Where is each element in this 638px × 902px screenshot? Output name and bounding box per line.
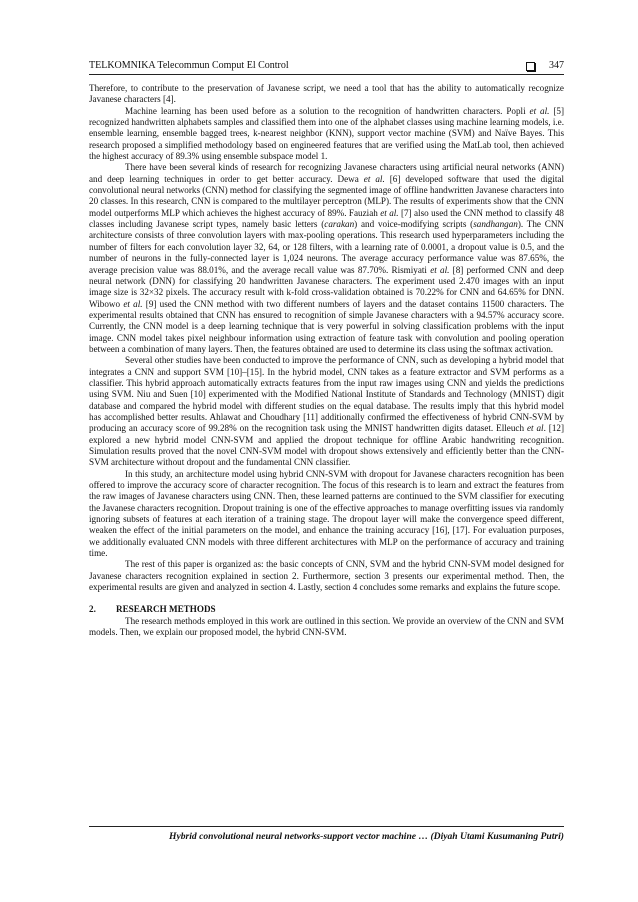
section-number: 2. [89,604,96,615]
header-right [526,58,564,74]
body-text [89,83,564,639]
paragraph-0-text: Therefore, to contribute to the preservation of Javanese script, we need a tool that has the ability to automatically recognize Javanese characters [4]. [89,83,564,105]
paragraph-3-italic-a: et al [526,423,544,434]
paragraph-2-italic-d: sandhangan [473,219,518,230]
paragraph-3 [89,355,564,468]
paragraph-1-text-a: Machine learning has been used before as a solution to the recognition of handwritten characters. Popli [125,105,530,116]
paragraph-2-italic-b: et al. [380,207,399,218]
paragraph-0 [89,83,564,106]
paragraph-3-text-a: Several other studies have been conducted to improve the performance of CNN, such as developing a hybrid model that integrates a CNN and support SVM [10]–[15]. In the hybrid model, CNN takes as a feature extractor and SVM performs as a classifier. This hybrid approach automatically extracts features from the input raw images using CNN and yields the predictions using SVM. Niu and Suen [10] experimented with the Modified National Institute of Standards and Technology (MNIST) digit database and compared the hybrid model with different studies on the equal database. The results imply that this hybrid model has accomplished better results. Ahlawat and Choudhary [11] additionally confirmed the effectiveness of hybrid CNN-SVM by producing an accuracy score of 99.28% on the recognition task using the MNIST handwritten digits dataset. Elleuch [89,355,564,434]
paragraph-2-italic-e: et al. [430,264,450,275]
paragraph-2-text-f: [8] performed CNN and deep neural network (DNN) for classifying 20 handwritten Javanese characters. The experiment used 2.470 images with an input image size is 32×32 pixels. The accuracy result with k-fold cross-validation obtained is 70.22% for CNN and 64.65% for DNN. Wibowo [89,264,564,309]
paragraph-2-text-g: [9] used the CNN method with two different numbers of layers and the dataset contains 11500 characters. The experimental results obtained that CNN has ensured to recognition of simple Javanese characters with a 94.57% accuracy score. Currently, the CNN model is a deep learning technique that is very powerful in solving classification problems with the input image. CNN model takes pixel neighbour information using extraction of feature task with convolution and pooling operation between a combination of many layers. Then, the features obtained are used to determine its class using the softmax activation. [89,298,564,354]
section-heading [89,604,564,615]
running-footer [89,826,564,842]
footer-text: Hybrid convolutional neural networks-support vector machine … (Diyah Utami Kusumaning Putri) [169,831,564,842]
page-number: 347 [549,60,564,71]
paragraph-2-italic-f: et al. [123,298,143,309]
journal-title: TELKOMNIKA Telecommun Comput El Control [89,60,289,71]
paragraph-1 [89,106,564,163]
paragraph-2-text-a: There have been several kinds of research for recognizing Javanese characters using artificial neural networks (ANN) and deep learning techniques in order to get better accuracy. Dewa [89,162,564,184]
paragraph-4 [89,469,564,560]
paragraph-2-text-d: ) and voice-modifying scripts ( [354,219,474,230]
paragraph-2 [89,162,564,355]
paragraph-2-text-c: [7] also used the CNN method to classify 48 classes including Javanese script types, namely basic letters ( [89,207,564,230]
paragraph-1-text-b: [5] recognized handwritten alphabets samples and classified them into one of the alphabet classes using machine learning models, i.e. ensemble learning, ensemble bagged trees, k-nearest neighbor (KNN), support vector machine (SVM) and Naïve Bayes. This research proposed a simplified methodology based on engineered features that are verified using the MatLab tool, then achieved the highest accuracy of 89.3% using ensemble subspace model 1. [89,105,564,162]
section-title: RESEARCH METHODS [116,604,216,615]
paragraph-5-text: The rest of this paper is organized as: the basic concepts of CNN, SVM and the hybrid CNN-SVM model designed for Javanese characters recognition explained in section 2. Furthermore, section 3 presents our experimental method. Then, the experimental results are given and analyzed in section 4. Lastly, section 4 concludes some remarks and explains the future scope. [89,559,564,593]
section-intro [89,616,564,639]
running-header [89,58,564,75]
paragraph-2-italic-a: et al. [363,173,385,184]
section-intro-text: The research methods employed in this work are outlined in this section. We provide an overview of the CNN and SVM models. Then, we explain our proposed model, the hybrid CNN-SVM. [89,615,564,638]
paragraph-2-italic-c: carakan [324,219,355,230]
paragraph-2-text-e: ). The CNN architecture consists of three convolution layers with max-pooling operations. This research used hyperparameters including the number of filters for each convolution layer 32, 64, or 128 filters, with a learning rate of 0.0001, a dropout value is 0.5, and the number of neurons in the fully-connected layer is 1,024 neurons. The average accuracy performance value was 87.65%, the average precision value was 88.01%, and the average recall value was 87.70%. Rismiyati [89,219,565,275]
paragraph-5 [89,559,564,593]
paragraph-1-italic-a: et al. [529,105,550,116]
paragraph-4-text: In this study, an architecture model using hybrid CNN-SVM with dropout for Javanese characters recognition has been offered to improve the accuracy score of character recognition. The focus of this research is to learn and extract the features from the raw images of Javanese characters using CNN. Then, these learned patterns are continued to the SVM classifier for executing the Javanese characters recognition. Dropout training is one of the effective approaches to manage overfitting issues via randomly ignoring subsets of features at each iteration of a training stage. The dropout layer will make the convergence speed different, weaken the effect of the initial parameters on the model, and enhance the training accuracy [16], [17]. For evaluation purposes, we additionally evaluated CNN models with three different architectures with MLP on the performance of accuracy and training time. [89,468,564,559]
paragraph-2-text-b: [6] developed software that used the digital convolutional neural networks (CNN) method for classifying the segmented image of offline handwritten Javanese characters into 20 classes. In this research, CNN is compared to the multilayer perceptron (MLP). The results of experiments show that the CNN model outperforms MLP which achieves the highest accuracy of 89%. Fauziah [89,173,564,218]
square-bullet-icon [526,62,535,71]
paragraph-3-text-b: . [12] explored a new hybrid model CNN-SVM and applied the dropout technique for offline Arabic handwriting recognition. Simulation results proved that the novel CNN-SVM model with dropout shows extensively and efficiently better than the CNN-SVM architecture without dropout and the fundamental CNN classifier. [89,423,564,468]
